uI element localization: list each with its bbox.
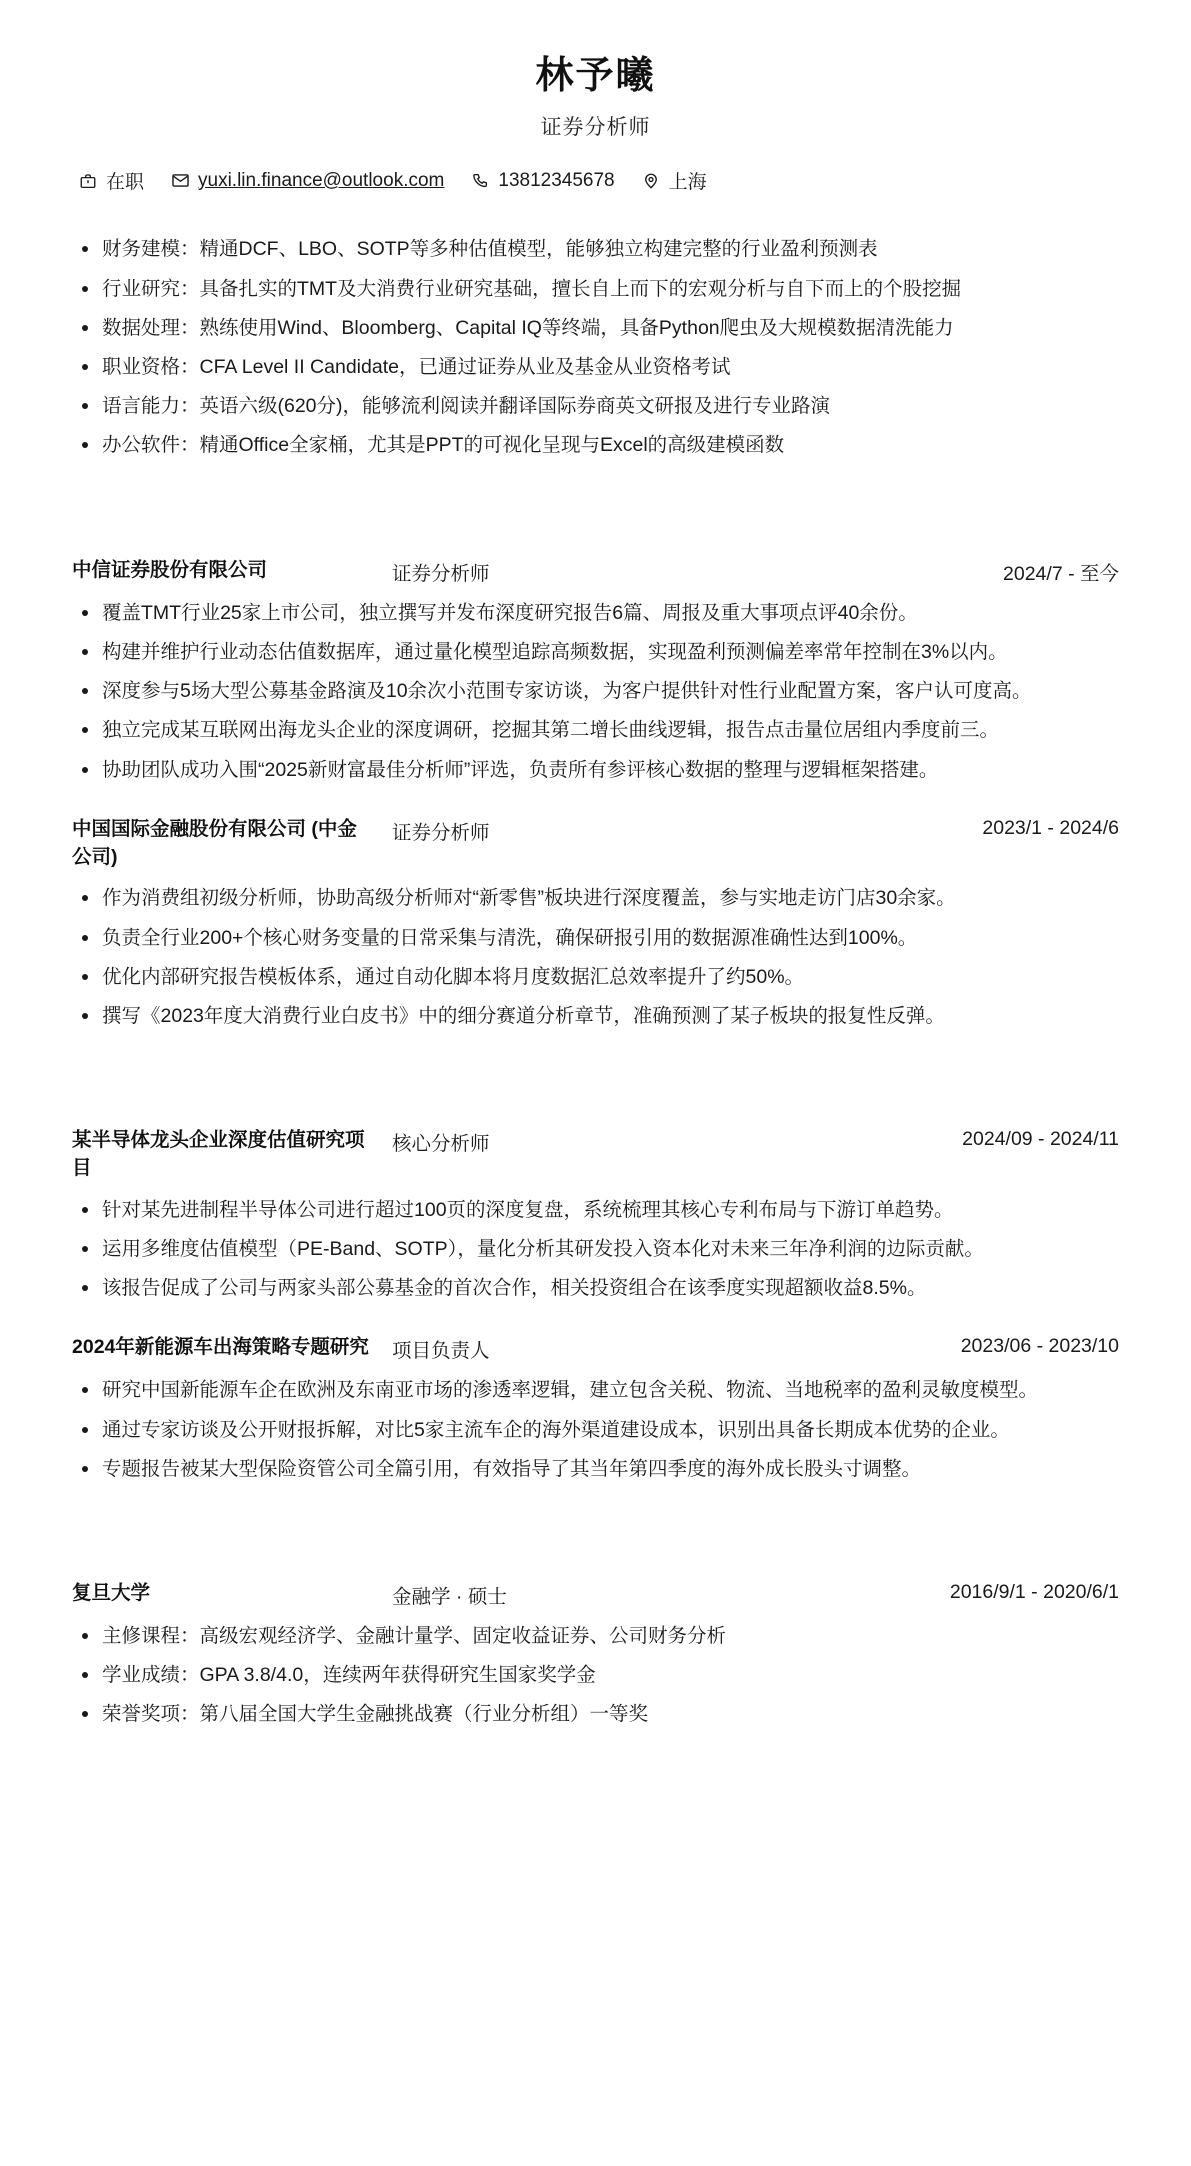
experience-entry (72, 556, 1119, 785)
experience-date: 2024/7 - 至今 (1003, 562, 1119, 585)
experience-bullets (72, 883, 1119, 1031)
contact-row (72, 167, 1119, 194)
experience-bullets (72, 598, 1119, 785)
list-item: 财务建模：精通DCF、LBO、SOTP等多种估值模型，能够独立构建完整的行业盈利预测表 (72, 234, 1119, 264)
list-item: 独立完成某互联网出海龙头企业的深度调研，挖掘其第二增长曲线逻辑，报告点击量位居组内季度前三。 (72, 715, 1119, 745)
project-date: 2024/09 - 2024/11 (962, 1128, 1119, 1151)
spacer (72, 470, 1119, 522)
experience-org: 中信证券股份有限公司 (72, 558, 268, 581)
spacer (72, 1493, 1119, 1545)
experience-entry-header (72, 815, 1119, 872)
list-item: 荣誉奖项：第八届全国大学生金融挑战赛（行业分析组）一等奖 (72, 1699, 1119, 1729)
list-item: 专题报告被某大型保险资管公司全篇引用，有效指导了其当年第四季度的海外成长股头寸调整。 (72, 1454, 1119, 1484)
list-item: 研究中国新能源车企在欧洲及东南亚市场的渗透率逻辑，建立包含关税、物流、当地税率的盈利灵敏度模型。 (72, 1375, 1119, 1405)
education-degree: 金融学 · 硕士 (392, 1586, 507, 1609)
list-item: 针对某先进制程半导体公司进行超过100页的深度复盘，系统梳理其核心专利布局与下游订单趋势。 (72, 1195, 1119, 1225)
project-entry-header (72, 1333, 1119, 1363)
location-icon (641, 171, 661, 191)
experience-date: 2023/1 - 2024/6 (982, 816, 1119, 839)
experience-org: 中国国际金融股份有限公司 (中金公司) (72, 817, 357, 869)
section-education (72, 1579, 1119, 1730)
section-projects (72, 1126, 1119, 1484)
list-item: 深度参与5场大型公募基金路演及10余次小范围专家访谈，为客户提供针对性行业配置方案，客户认可度高。 (72, 676, 1119, 706)
contact-email[interactable] (170, 170, 444, 192)
experience-entry-header (72, 556, 1119, 586)
project-bullets (72, 1375, 1119, 1484)
education-bullets (72, 1621, 1119, 1730)
education-school: 复旦大学 (72, 1582, 151, 1605)
list-item: 覆盖TMT行业25家上市公司，独立撰写并发布深度研究报告6篇、周报及重大事项点评40余份。 (72, 598, 1119, 628)
education-entry-header (72, 1579, 1119, 1609)
candidate-name: 林予曦 (535, 55, 656, 97)
list-item: 数据处理：熟练使用Wind、Bloomberg、Capital IQ等终端，具备Python爬虫及大规模数据清洗能力 (72, 313, 1119, 343)
resume-header (72, 40, 1119, 141)
contact-phone (470, 170, 614, 192)
list-item: 运用多维度估值模型（PE-Band、SOTP），量化分析其研发投入资本化对未来三年净利润的边际贡献。 (72, 1234, 1119, 1264)
candidate-job-title: 证券分析师 (540, 116, 651, 140)
contact-email-text[interactable]: yuxi.lin.finance@outlook.com (198, 169, 445, 191)
experience-role: 证券分析师 (392, 821, 490, 844)
list-item: 构建并维护行业动态估值数据库，通过量化模型追踪高频数据，实现盈利预测偏差率常年控制在3%以内。 (72, 637, 1119, 667)
education-entry (72, 1579, 1119, 1730)
list-item: 语言能力：英语六级(620分)，能够流利阅读并翻译国际券商英文研报及进行专业路演 (72, 391, 1119, 421)
contact-location (641, 167, 707, 194)
list-item: 作为消费组初级分析师，协助高级分析师对“新零售”板块进行深度覆盖，参与实地走访门店30余家。 (72, 883, 1119, 913)
experience-role: 证券分析师 (392, 562, 490, 585)
experience-entry (72, 815, 1119, 1031)
list-item: 该报告促成了公司与两家头部公募基金的首次合作，相关投资组合在该季度实现超额收益8.5%。 (72, 1273, 1119, 1303)
list-item: 主修课程：高级宏观经济学、金融计量学、固定收益证券、公司财务分析 (72, 1621, 1119, 1651)
project-bullets (72, 1195, 1119, 1304)
list-item: 通过专家访谈及公开财报拆解，对比5家主流车企的海外渠道建设成本，识别出具备长期成本优势的企业。 (72, 1415, 1119, 1445)
contact-employment-status (78, 167, 144, 194)
mail-icon (170, 171, 190, 191)
section-skills (72, 234, 1119, 460)
project-name: 2024年新能源车出海策略专题研究 (72, 1336, 369, 1359)
project-entry (72, 1333, 1119, 1484)
project-name: 某半导体龙头企业深度估值研究项目 (72, 1129, 365, 1180)
list-item: 负责全行业200+个核心财务变量的日常采集与清洗，确保研报引用的数据源准确性达到100%。 (72, 923, 1119, 953)
project-entry (72, 1126, 1119, 1303)
contact-location-text: 上海 (668, 172, 707, 194)
project-role: 核心分析师 (392, 1133, 490, 1156)
contact-phone-text: 13812345678 (498, 169, 615, 191)
briefcase-icon (78, 171, 98, 191)
list-item: 优化内部研究报告模板体系，通过自动化脚本将月度数据汇总效率提升了约50%。 (72, 962, 1119, 992)
skills-list (72, 234, 1119, 460)
list-item: 职业资格：CFA Level II Candidate，已通过证券从业及基金从业资格考试 (72, 352, 1119, 382)
list-item: 行业研究：具备扎实的TMT及大消费行业研究基础，擅长自上而下的宏观分析与自下而上的个股挖掘 (72, 274, 1119, 304)
section-experience (72, 556, 1119, 1032)
contact-employment-status-text: 在职 (106, 172, 145, 194)
list-item: 学业成绩：GPA 3.8/4.0，连续两年获得研究生国家奖学金 (72, 1660, 1119, 1690)
phone-icon (470, 171, 490, 191)
project-role: 项目负责人 (392, 1340, 490, 1363)
list-item: 撰写《2023年度大消费行业白皮书》中的细分赛道分析章节，准确预测了某子板块的报复性反弹。 (72, 1001, 1119, 1031)
list-item: 办公软件：精通Office全家桶，尤其是PPT的可视化呈现与Excel的高级建模函数 (72, 430, 1119, 460)
spacer (72, 1040, 1119, 1092)
education-date: 2016/9/1 - 2020/6/1 (949, 1581, 1119, 1604)
project-date: 2023/06 - 2023/10 (960, 1335, 1119, 1358)
project-entry-header (72, 1126, 1119, 1183)
list-item: 协助团队成功入围“2025新财富最佳分析师”评选，负责所有参评核心数据的整理与逻辑框架搭建。 (72, 755, 1119, 785)
